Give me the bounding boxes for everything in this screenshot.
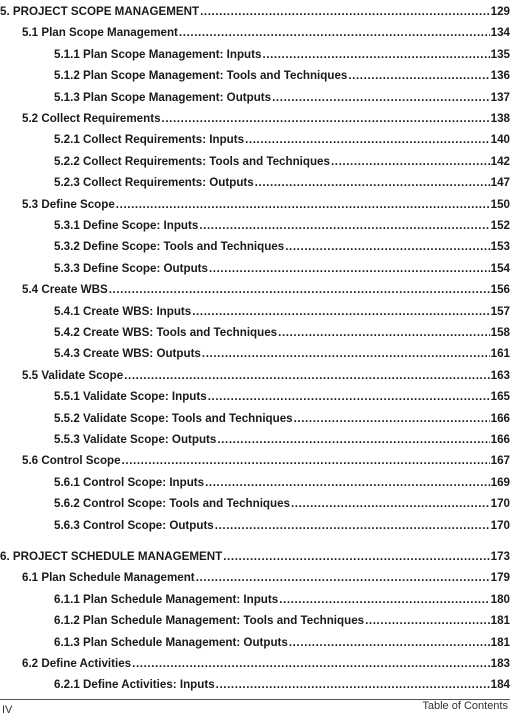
toc-dot-leader — [124, 369, 489, 383]
toc-dot-leader — [209, 262, 490, 276]
toc-dot-leader — [348, 69, 489, 83]
toc-dot-leader — [294, 412, 490, 426]
toc-entry-title: 5.5.3 Validate Scope: Outputs — [54, 433, 217, 446]
toc-entry-page: 173 — [490, 550, 510, 563]
toc-dot-leader — [162, 112, 490, 126]
toc-dot-leader — [109, 283, 490, 297]
toc-entry[interactable] — [0, 493, 510, 511]
toc-dot-leader — [215, 519, 490, 533]
toc-entry-page: 170 — [490, 497, 510, 511]
toc-entry[interactable] — [0, 546, 510, 564]
toc-entry-page: 169 — [490, 475, 510, 489]
toc-entry-title: 5.6 Control Scope — [22, 454, 121, 468]
toc-entry[interactable] — [0, 1, 510, 19]
toc-entry[interactable] — [0, 365, 510, 383]
toc-dot-leader — [365, 614, 490, 628]
toc-entry-title: 5.6.3 Control Scope: Outputs — [54, 518, 214, 532]
toc-entry[interactable] — [0, 65, 510, 83]
toc-entry[interactable] — [0, 515, 510, 533]
toc-entry-page: 136 — [490, 69, 510, 83]
toc-entry-page: 161 — [490, 347, 510, 361]
toc-entry-title: 6.1.3 Plan Schedule Management: Outputs — [54, 635, 288, 649]
toc-entry-page: 134 — [490, 26, 510, 40]
toc-entry[interactable] — [0, 236, 510, 254]
toc-entry-page: 181 — [490, 635, 510, 649]
toc-entry-title: 6.2.1 Define Activities: Inputs — [54, 678, 215, 692]
toc-dot-leader — [278, 326, 490, 340]
toc-dot-leader — [216, 678, 490, 692]
toc-entry-page: 140 — [490, 133, 510, 147]
toc-entry-title: 5.1.3 Plan Scope Management: Outputs — [54, 90, 272, 104]
toc-entry-title: 5.1 Plan Scope Management — [22, 26, 178, 40]
toc-entry-title: 6.1.1 Plan Schedule Management: Inputs — [54, 592, 279, 606]
toc-dot-leader — [279, 593, 489, 607]
toc-entry-title: 5.3.2 Define Scope: Tools and Techniques — [54, 240, 285, 254]
toc-entry-page: 129 — [490, 5, 510, 18]
toc-entry-title: 6.1 Plan Schedule Management — [22, 571, 195, 585]
toc-entry-title: 5. PROJECT SCOPE MANAGEMENT — [0, 5, 200, 18]
toc-entry[interactable] — [0, 194, 510, 212]
toc-entry-title: 5.6.1 Control Scope: Inputs — [54, 475, 205, 489]
toc-dot-leader — [331, 155, 490, 169]
toc-entry-title: 5.2.1 Collect Requirements: Inputs — [54, 133, 245, 147]
toc-entry[interactable] — [0, 129, 510, 147]
toc-entry-page: 150 — [490, 197, 510, 211]
toc-entry[interactable] — [0, 108, 510, 126]
toc-entry[interactable] — [0, 450, 510, 468]
toc-dot-leader — [132, 657, 490, 671]
toc-entry-title: 5.5.2 Validate Scope: Tools and Techniques — [54, 411, 293, 425]
toc-entry[interactable] — [0, 589, 510, 607]
toc-entry[interactable] — [0, 215, 510, 233]
toc-entry-page: 183 — [490, 657, 510, 670]
toc-dot-leader — [205, 476, 490, 490]
toc-entry-page: 153 — [490, 240, 510, 254]
toc-entry-title: 5.3.1 Define Scope: Inputs — [54, 219, 199, 232]
toc-entry[interactable] — [0, 653, 510, 671]
toc-entry[interactable] — [0, 22, 510, 40]
toc-entry-title: 5.2.3 Collect Requirements: Outputs — [54, 176, 254, 190]
toc-dot-leader — [272, 91, 490, 105]
toc-entry-title: 5.4.3 Create WBS: Outputs — [54, 347, 201, 361]
toc-entry-title: 5.5 Validate Scope — [22, 368, 124, 382]
toc-entry-page: 154 — [490, 261, 510, 275]
toc-dot-leader — [262, 48, 489, 62]
toc-entry-page: 156 — [490, 283, 510, 297]
toc-entry-title: 5.5.1 Validate Scope: Inputs — [54, 390, 207, 404]
toc-entry-page: 179 — [490, 571, 510, 585]
toc-entry[interactable] — [0, 301, 510, 319]
toc-entry-title: 5.2 Collect Requirements — [22, 112, 161, 125]
toc-entry-title: 5.4.1 Create WBS: Inputs — [54, 304, 192, 318]
toc-entry[interactable] — [0, 87, 510, 105]
toc-entry-title: 5.1.1 Plan Scope Management: Inputs — [54, 47, 262, 61]
toc-entry-page: 135 — [490, 47, 510, 61]
toc-entry[interactable] — [0, 632, 510, 650]
toc-entry[interactable] — [0, 322, 510, 340]
toc-entry[interactable] — [0, 567, 510, 585]
toc-entry-page: 142 — [490, 154, 510, 168]
toc-dot-leader — [245, 133, 490, 147]
toc-entry[interactable] — [0, 172, 510, 190]
toc-entry[interactable] — [0, 472, 510, 490]
toc-entry[interactable] — [0, 386, 510, 404]
toc-entry-page: 163 — [490, 368, 510, 382]
toc-dot-leader — [200, 5, 490, 19]
toc-dot-leader — [116, 198, 490, 212]
toc-entry[interactable] — [0, 408, 510, 426]
toc-dot-leader — [291, 497, 490, 511]
footer-page-number: IV — [2, 704, 13, 716]
toc-entry-title: 6.2 Define Activities — [22, 657, 132, 670]
toc-entry[interactable] — [0, 279, 510, 297]
toc-entry-title: 5.1.2 Plan Scope Management: Tools and Techniques — [54, 69, 348, 83]
toc-dot-leader — [208, 390, 490, 404]
toc-dot-leader — [179, 26, 490, 40]
toc-entry-title: 5.4 Create WBS — [22, 283, 108, 297]
toc-entry-page: 147 — [490, 176, 510, 190]
toc-entry-title: 5.3 Define Scope — [22, 197, 115, 211]
toc-entry-page: 180 — [490, 592, 510, 606]
toc-entry-title: 5.3.3 Define Scope: Outputs — [54, 261, 208, 275]
toc-dot-leader — [217, 433, 489, 447]
toc-entry-page: 166 — [490, 433, 510, 446]
toc-entry[interactable] — [0, 343, 510, 361]
toc-entry-title: 5.2.2 Collect Requirements: Tools and Techniques — [54, 154, 330, 168]
toc-dot-leader — [223, 550, 489, 564]
toc-entry-page: 157 — [490, 304, 510, 318]
toc-entry-page: 165 — [490, 390, 510, 404]
toc-dot-leader — [196, 571, 490, 585]
toc-dot-leader — [122, 454, 490, 468]
toc-entry[interactable] — [0, 610, 510, 628]
toc-entry-title: 6. PROJECT SCHEDULE MANAGEMENT — [0, 550, 223, 563]
toc-entry[interactable] — [0, 44, 510, 62]
toc-entry-page: 166 — [490, 411, 510, 425]
toc-entry-page: 181 — [490, 614, 510, 628]
toc-dot-leader — [199, 219, 489, 233]
toc-entry-page: 170 — [490, 518, 510, 532]
toc-entry[interactable] — [0, 258, 510, 276]
toc-dot-leader — [202, 347, 490, 361]
toc-entry-page: 184 — [490, 678, 510, 692]
toc-entry-page: 138 — [490, 112, 510, 125]
toc-dot-leader — [192, 305, 489, 319]
toc-dot-leader — [289, 636, 490, 650]
toc-entry-title: 5.4.2 Create WBS: Tools and Techniques — [54, 326, 278, 339]
toc-entry[interactable] — [0, 674, 510, 692]
toc-entry[interactable] — [0, 429, 510, 447]
toc-entry-page: 167 — [490, 454, 510, 468]
toc-entry-page: 158 — [490, 326, 510, 339]
toc-dot-leader — [285, 240, 489, 254]
toc-entry-page: 137 — [490, 90, 510, 104]
toc-entry-title: 5.6.2 Control Scope: Tools and Techniques — [54, 497, 290, 511]
footer-section-title: Table of Contents — [422, 700, 508, 712]
toc-dot-leader — [255, 176, 490, 190]
toc-entry-page: 152 — [490, 219, 510, 232]
toc-entry-title: 6.1.2 Plan Schedule Management: Tools and Techniques — [54, 614, 365, 628]
toc-entry[interactable] — [0, 151, 510, 169]
